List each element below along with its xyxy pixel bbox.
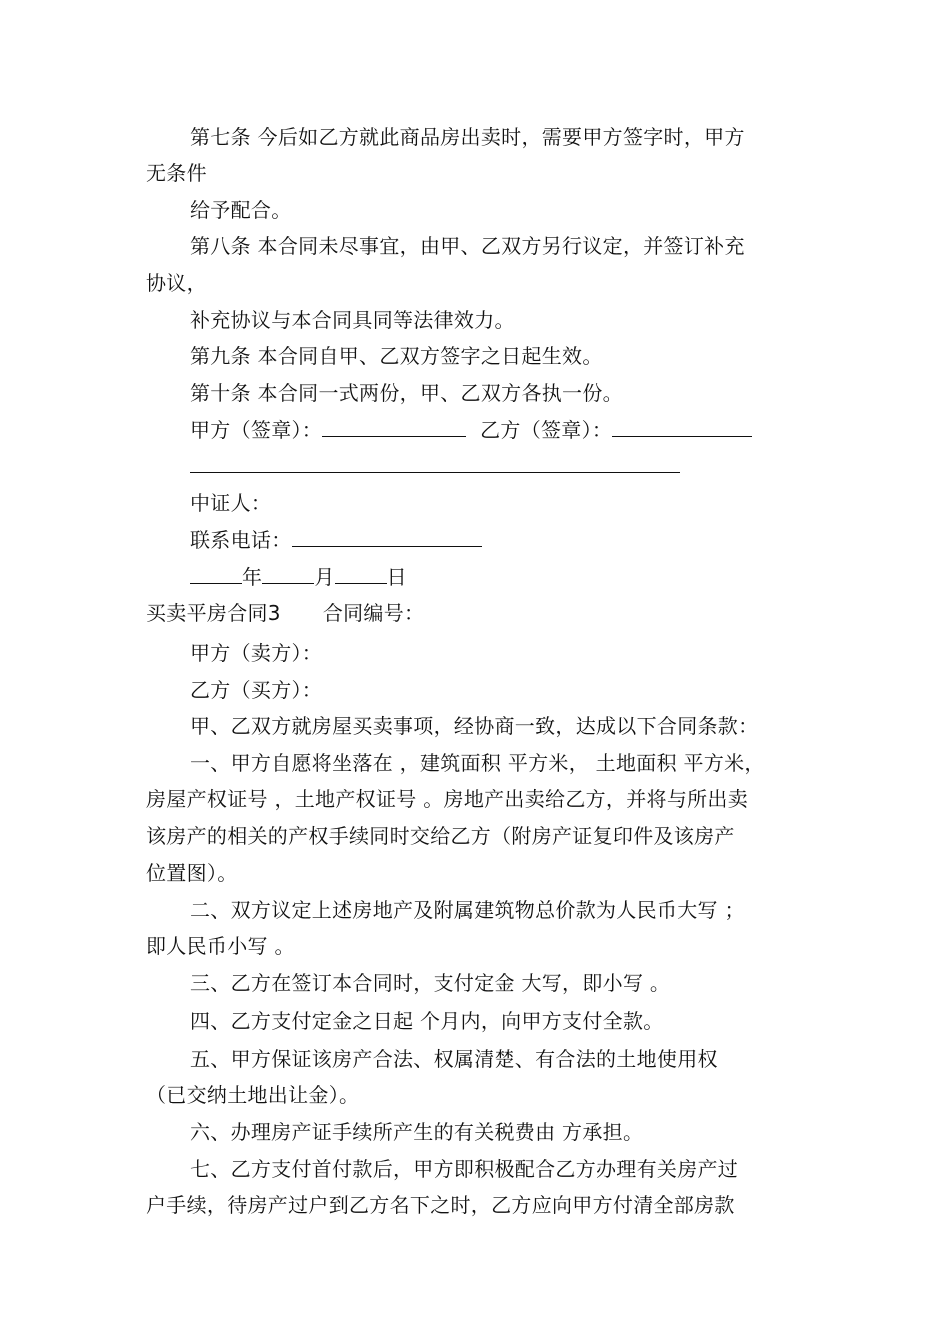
clause-1-line-2: 房屋产权证号 ，土地产权证号 。房地产出卖给乙方，并将与所出卖 — [146, 787, 749, 811]
clause-1-line-1: 一、甲方自愿将坐落在 ，建筑面积 平方米， 土地面积 平方米， — [190, 751, 765, 775]
clause-1-line-3: 该房产的相关的产权手续同时交给乙方（附房产证复印件及该房产 — [146, 824, 735, 848]
article-7-line-1: 第七条 今后如乙方就此商品房出卖时，需要甲方签字时，甲方 — [190, 125, 745, 149]
clause-1-line-4: 位置图）。 — [146, 861, 238, 885]
contract-3-heading — [146, 600, 424, 626]
buyer-label: 乙方（买方）： — [190, 678, 323, 702]
contract-number-label: 合同编号： — [322, 601, 425, 625]
signature-underline — [190, 472, 680, 473]
article-7-line-3: 给予配合。 — [190, 198, 292, 222]
article-8-line-2: 协议， — [146, 271, 207, 295]
day-blank — [335, 564, 387, 584]
clause-7-line-1: 七、乙方支付首付款后，甲方即积极配合乙方办理有关房产过 — [190, 1157, 739, 1181]
party-a-signature-label: 甲方（签章）： — [190, 418, 323, 442]
seller-label: 甲方（卖方）： — [190, 641, 323, 665]
month-label: 月 — [314, 565, 335, 589]
date-line — [190, 564, 407, 590]
day-label: 日 — [386, 565, 407, 589]
contract-intro: 甲、乙双方就房屋买卖事项，经协商一致，达成以下合同条款： — [190, 714, 759, 738]
article-7-line-2: 无条件 — [146, 161, 207, 185]
year-blank — [190, 564, 242, 584]
clause-6: 六、办理房产证手续所产生的有关税费由 方承担。 — [190, 1120, 644, 1144]
clause-4: 四、乙方支付定金之日起 个月内，向甲方支付全款。 — [190, 1009, 664, 1033]
article-10: 第十条 本合同一式两份，甲、乙双方各执一份。 — [190, 381, 623, 405]
witness-label: 中证人： — [190, 491, 272, 515]
party-b-signature-label: 乙方（签章）： — [480, 418, 613, 442]
phone-line — [190, 527, 482, 553]
contract-title: 买卖平房合同3 — [146, 601, 281, 625]
party-a-signature-blank — [322, 417, 466, 437]
article-9: 第九条 本合同自甲、乙双方签字之日起生效。 — [190, 344, 603, 368]
clause-2-line-2: 即人民币小写 。 — [146, 934, 295, 958]
article-8-line-3: 补充协议与本合同具同等法律效力。 — [190, 308, 515, 332]
clause-5-line-1: 五、甲方保证该房产合法、权属清楚、有合法的土地使用权 — [190, 1047, 718, 1071]
clause-3: 三、乙方在签订本合同时，支付定金 大写，即小写 。 — [190, 971, 671, 995]
article-8-line-1: 第八条 本合同未尽事宜，由甲、乙双方另行议定，并签订补充 — [190, 234, 745, 258]
clause-5-line-2: （已交纳土地出让金）。 — [146, 1083, 360, 1107]
phone-blank — [292, 527, 482, 547]
clause-7-line-2: 户手续，待房产过户到乙方名下之时，乙方应向甲方付清全部房款 — [146, 1193, 735, 1217]
phone-label: 联系电话： — [190, 528, 292, 552]
month-blank — [262, 564, 314, 584]
signature-line — [190, 417, 752, 443]
party-b-signature-blank — [612, 417, 752, 437]
clause-2-line-1: 二、双方议定上述房地产及附属建筑物总价款为人民币大写 ； — [190, 898, 745, 922]
year-label: 年 — [242, 565, 263, 589]
